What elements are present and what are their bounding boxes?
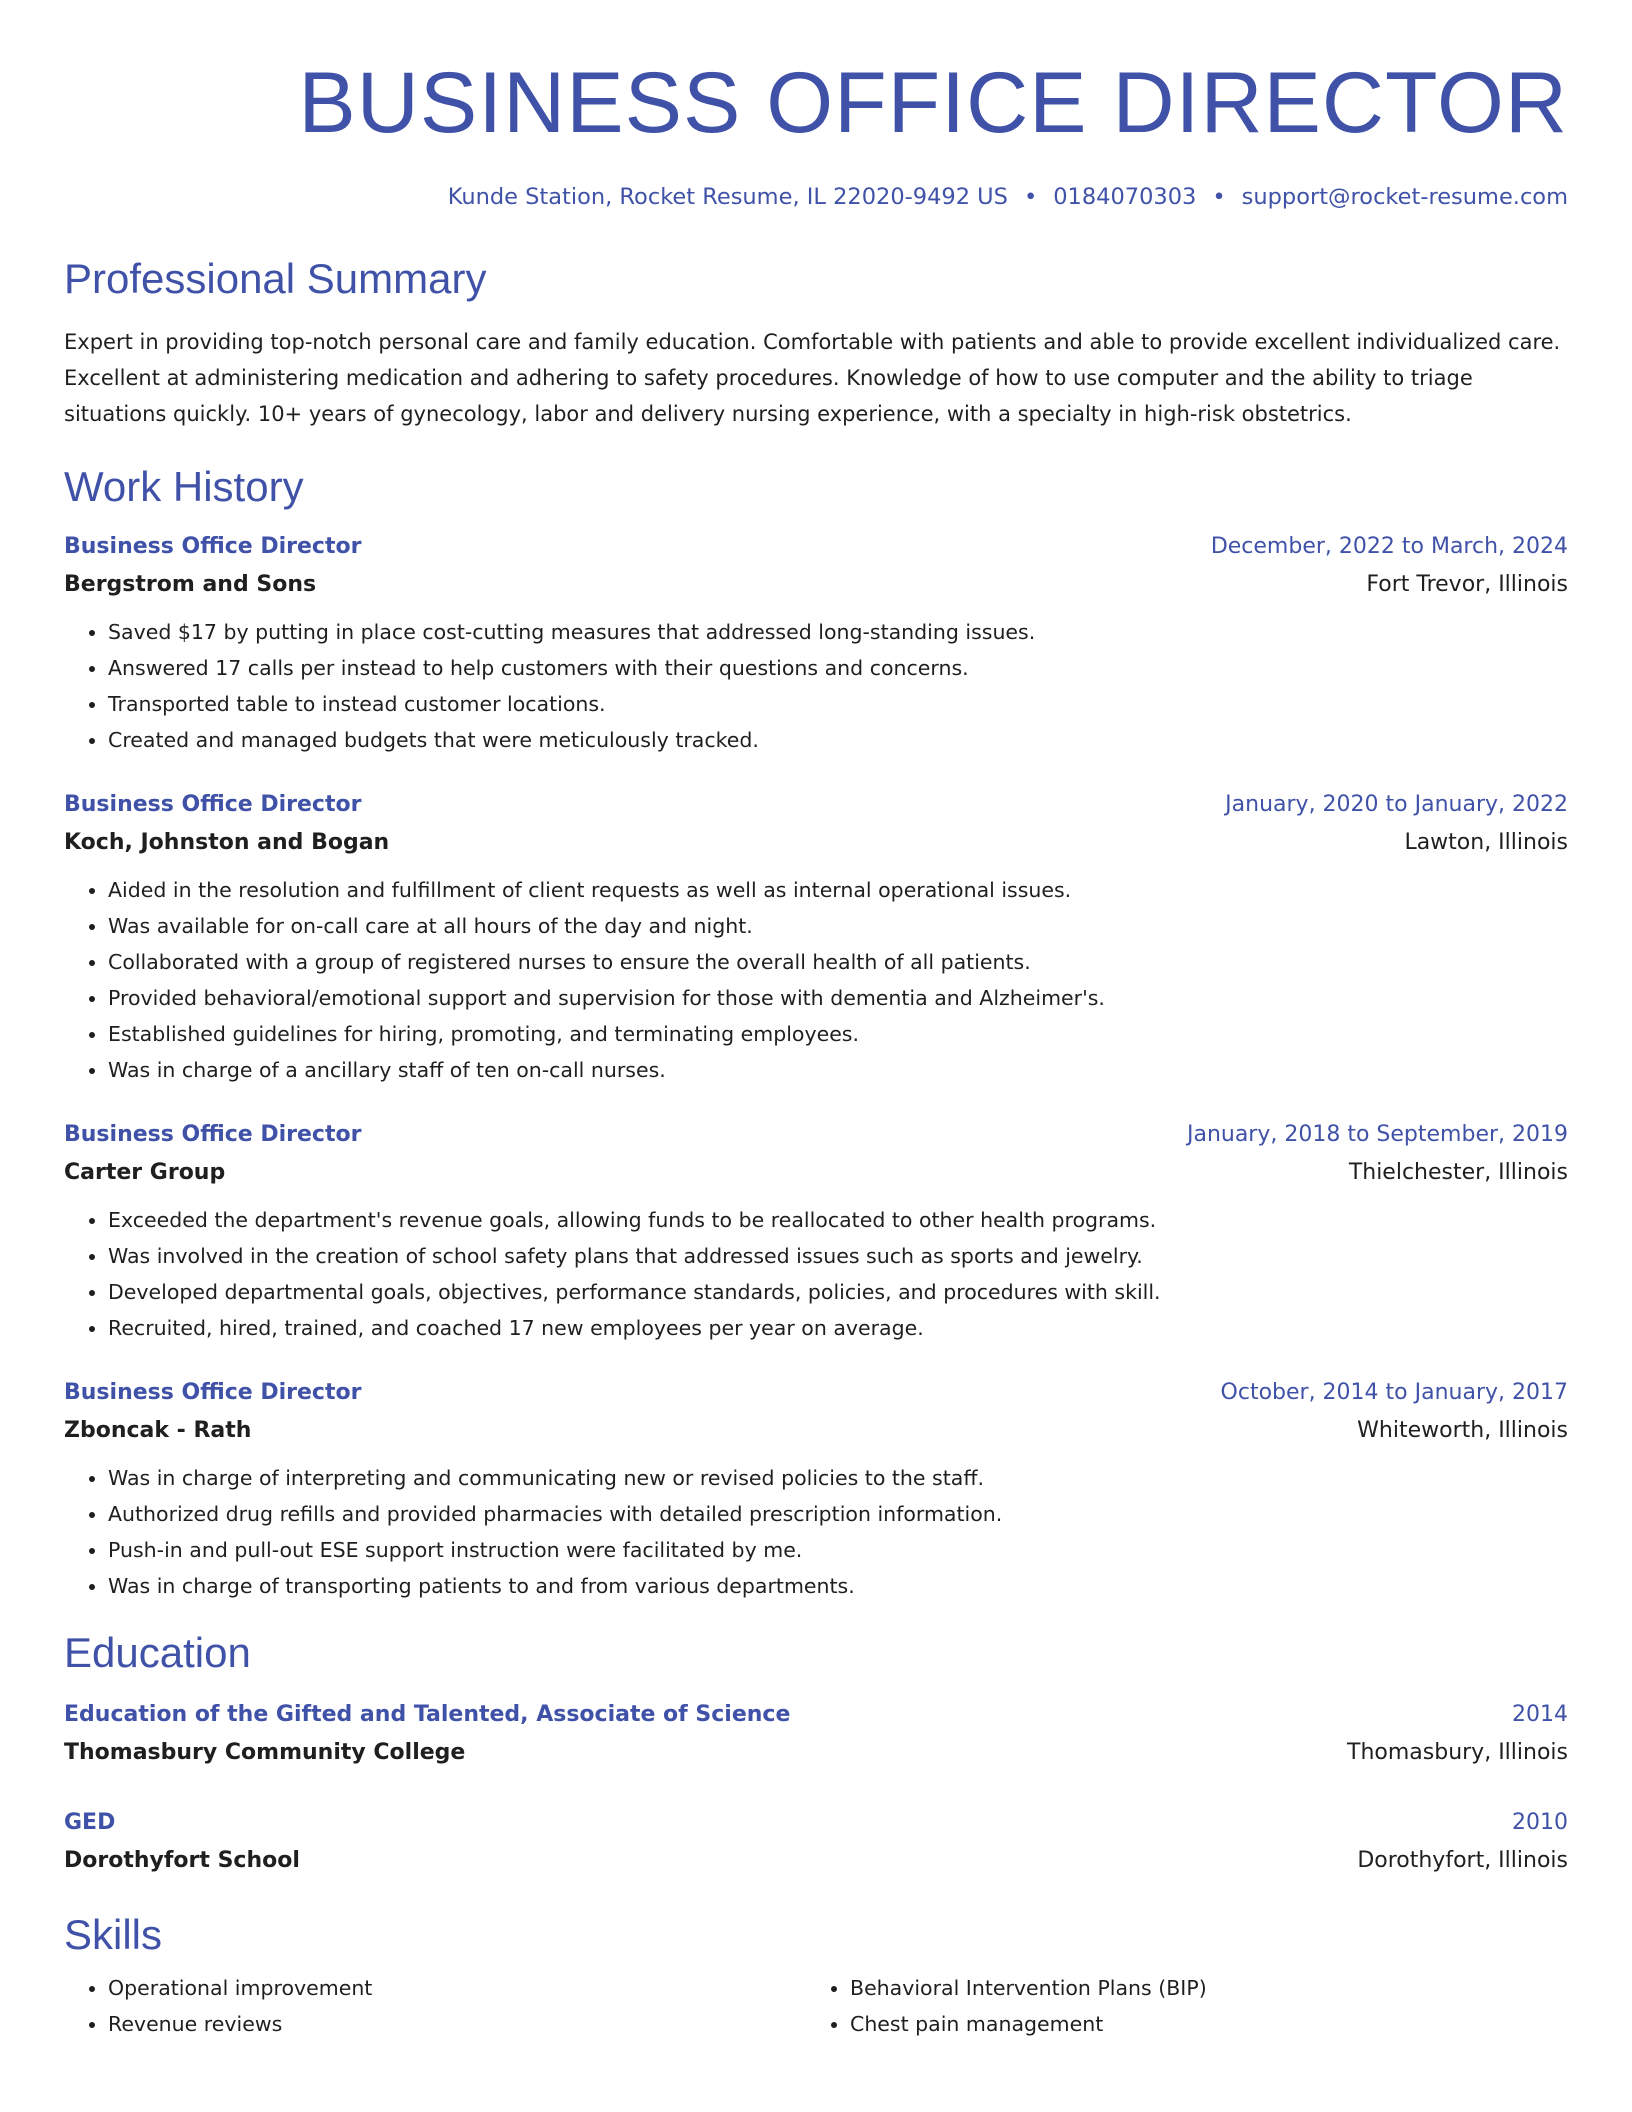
skill-item: • Revenue reviews	[108, 2006, 806, 2042]
job-dates: December, 2022 to March, 2024	[1210, 534, 1568, 559]
job-location: Fort Trevor, Illinois	[1366, 572, 1568, 597]
resume-name: BUSINESS OFFICE DIRECTOR	[298, 55, 1568, 151]
job-entry	[64, 786, 1568, 1088]
summary-text	[64, 324, 1568, 432]
summary-heading: Professional Summary	[64, 255, 487, 302]
job-location: Lawton, Illinois	[1404, 830, 1568, 855]
education-year: 2010	[1512, 1810, 1568, 1835]
job-bullets	[64, 614, 1568, 758]
job-company: Carter Group	[64, 1160, 226, 1185]
education-school: Dorothyfort School	[64, 1848, 300, 1873]
job-bullets	[64, 872, 1568, 1088]
summary-line: situations quickly. 10+ years of gynecology, labor and delivery nursing experience, with a specialty in high-risk obstetrics.	[64, 402, 1352, 426]
job-bullets	[64, 1460, 1568, 1604]
job-dates: October, 2014 to January, 2017	[1220, 1380, 1568, 1405]
job-bullet: • Collaborated with a group of registered nurses to ensure the overall health of all patients.	[108, 944, 1568, 980]
job-entry	[64, 1374, 1568, 1604]
contact-separator: •	[1212, 184, 1226, 210]
skills-heading: Skills	[64, 1911, 163, 1958]
skill-item: • Operational improvement	[108, 1970, 806, 2006]
education-school: Thomasbury Community College	[64, 1740, 466, 1765]
job-bullet: • Provided behavioral/emotional support and supervision for those with dementia and Alzheimer's.	[108, 980, 1568, 1016]
job-bullet: • Saved $17 by putting in place cost-cutting measures that addressed long-standing issues.	[108, 614, 1568, 650]
education-degree: Education of the Gifted and Talented, Associate of Science	[64, 1702, 791, 1727]
job-company: Koch, Johnston and Bogan	[64, 830, 390, 855]
job-bullet: • Established guidelines for hiring, promoting, and terminating employees.	[108, 1016, 1568, 1052]
skills-list	[64, 1970, 1568, 2042]
education-location: Dorothyfort, Illinois	[1357, 1848, 1568, 1873]
summary-line: Expert in providing top-notch personal care and family education. Comfortable with patients and able to provide excellent individualized care.	[64, 330, 1561, 354]
contact-phone: 0184070303	[1053, 184, 1197, 210]
job-bullet: • Was available for on-call care at all hours of the day and night.	[108, 908, 1568, 944]
job-entry	[64, 528, 1568, 758]
job-title: Business Office Director	[64, 1122, 362, 1147]
job-title: Business Office Director	[64, 534, 362, 559]
education-location: Thomasbury, Illinois	[1347, 1740, 1568, 1765]
contact-separator: •	[1023, 184, 1038, 210]
education-degree: GED	[64, 1810, 116, 1835]
job-dates: January, 2020 to January, 2022	[1225, 792, 1568, 817]
job-bullets	[64, 1202, 1568, 1346]
education-entry	[64, 1696, 1568, 1772]
job-title: Business Office Director	[64, 792, 362, 817]
job-bullet: • Exceeded the department's revenue goals, allowing funds to be reallocated to other health programs.	[108, 1202, 1568, 1238]
contact-email[interactable]: support@rocket-resume.com	[1241, 184, 1568, 210]
job-bullet: • Transported table to instead customer locations.	[108, 686, 1568, 722]
job-bullet: • Created and managed budgets that were meticulously tracked.	[108, 722, 1568, 758]
education-year: 2014	[1512, 1702, 1568, 1727]
job-bullet: • Was in charge of a ancillary staff of ten on-call nurses.	[108, 1052, 1568, 1088]
job-bullet: • Answered 17 calls per instead to help customers with their questions and concerns.	[108, 650, 1568, 686]
skill-item: • Behavioral Intervention Plans (BIP)	[850, 1970, 1548, 2006]
job-bullet: • Was in charge of interpreting and communicating new or revised policies to the staff.	[108, 1460, 1568, 1496]
job-bullet: • Was in charge of transporting patients to and from various departments.	[108, 1568, 1568, 1604]
job-title: Business Office Director	[64, 1380, 362, 1405]
job-company: Bergstrom and Sons	[64, 572, 317, 597]
job-bullet: • Authorized drug refills and provided pharmacies with detailed prescription information.	[108, 1496, 1568, 1532]
work-history-heading: Work History	[64, 463, 304, 510]
skills-column-right	[806, 1970, 1548, 2042]
job-bullet: • Recruited, hired, trained, and coached 17 new employees per year on average.	[108, 1310, 1568, 1346]
job-company: Zboncak - Rath	[64, 1418, 252, 1443]
job-dates: January, 2018 to September, 2019	[1186, 1122, 1568, 1147]
contact-address: Kunde Station, Rocket Resume, IL 22020-9492 US	[447, 184, 1008, 210]
skill-item: • Chest pain management	[850, 2006, 1548, 2042]
education-heading: Education	[64, 1629, 251, 1676]
education-entry	[64, 1804, 1568, 1880]
job-location: Thielchester, Illinois	[1348, 1160, 1568, 1185]
contact-line	[64, 184, 1568, 210]
skills-column-left	[64, 1970, 806, 2042]
job-entry	[64, 1116, 1568, 1346]
job-location: Whiteworth, Illinois	[1357, 1418, 1568, 1443]
job-bullet: • Aided in the resolution and fulfillment of client requests as well as internal operational issues.	[108, 872, 1568, 908]
job-bullet: • Developed departmental goals, objectives, performance standards, policies, and procedures with skill.	[108, 1274, 1568, 1310]
job-bullet: • Push-in and pull-out ESE support instruction were facilitated by me.	[108, 1532, 1568, 1568]
summary-line: Excellent at administering medication and adhering to safety procedures. Knowledge of how to use computer and the ability to triage	[64, 366, 1473, 390]
job-bullet: • Was involved in the creation of school safety plans that addressed issues such as sports and jewelry.	[108, 1238, 1568, 1274]
